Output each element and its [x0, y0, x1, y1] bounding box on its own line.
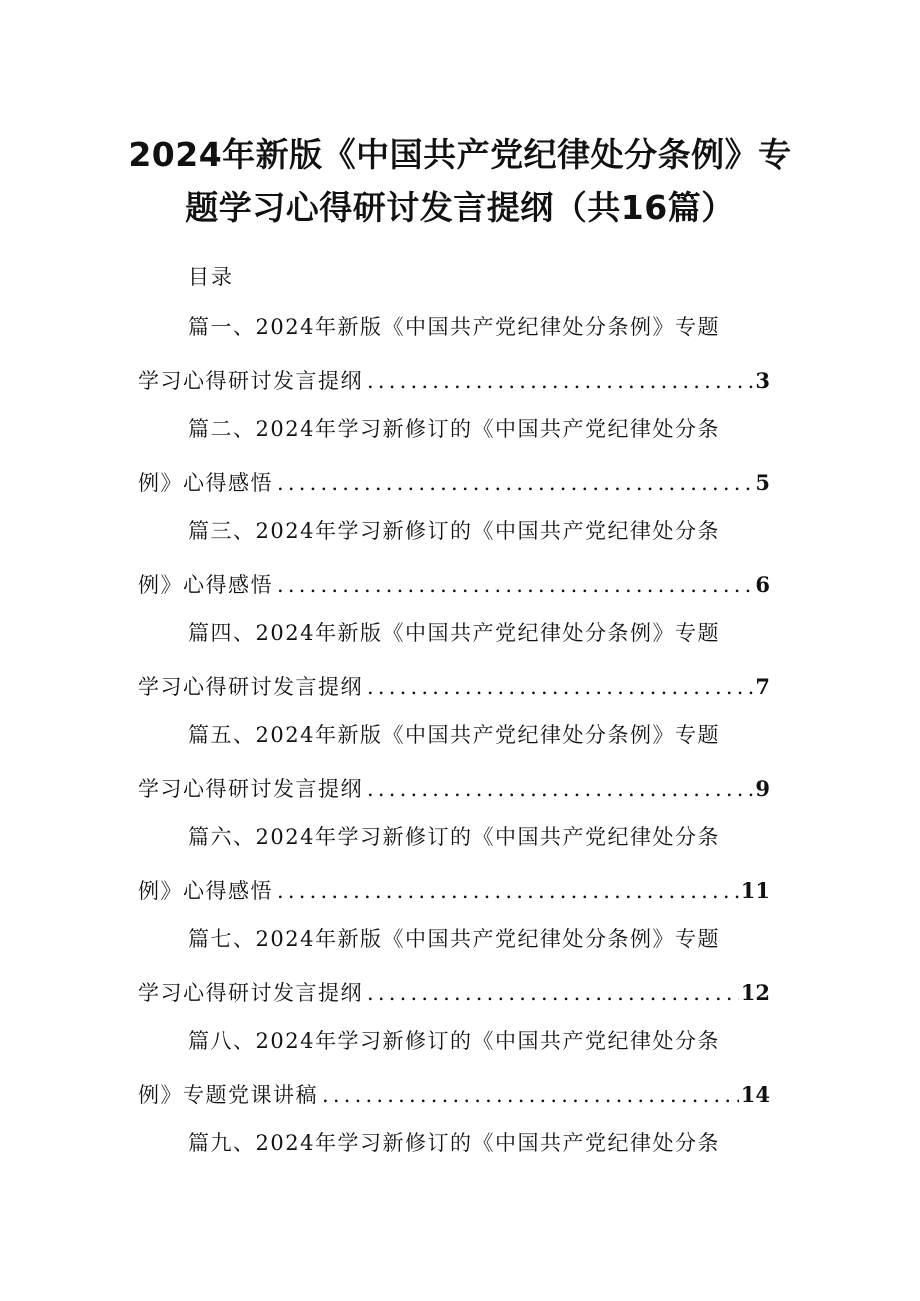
toc-entry-8[interactable]: [138, 1026, 770, 1110]
toc-entry-title: 篇八、2024年学习新修订的《中国共产党纪律处分条: [188, 1029, 720, 1053]
toc-leader-dots: [367, 366, 753, 396]
toc-page-number: 14: [740, 1082, 770, 1107]
toc-entry-line-2: [138, 876, 770, 906]
toc-leader-dots: [277, 570, 753, 600]
toc-page-number: 5: [755, 470, 770, 495]
toc-entry-6[interactable]: [138, 822, 770, 906]
toc-entry-line-2: [138, 774, 770, 804]
toc-entry-line-2: [138, 978, 770, 1008]
toc-entry-title-cont: 例》专题党课讲稿: [138, 1083, 318, 1107]
toc-entry-line-2: [138, 1080, 770, 1110]
toc-entry-title: 篇一、2024年新版《中国共产党纪律处分条例》专题: [188, 315, 720, 339]
toc-page-number: 12: [740, 980, 770, 1005]
document-title-line-2: 题学习心得研讨发言提纲（共16篇）: [185, 188, 735, 227]
document-title: [120, 128, 800, 234]
toc-entry-title: 篇四、2024年新版《中国共产党纪律处分条例》专题: [188, 621, 720, 645]
toc-page-number: 9: [755, 776, 770, 801]
toc-entry-line-2: [138, 672, 770, 702]
toc-entry-title-cont: 例》心得感悟: [138, 471, 273, 495]
toc-entry-title: 篇九、2024年学习新修订的《中国共产党纪律处分条: [188, 1131, 720, 1155]
toc-page-number: 6: [755, 572, 770, 597]
toc-entry-line-2: [138, 570, 770, 600]
toc-entry-title: 篇六、2024年学习新修订的《中国共产党纪律处分条: [188, 825, 720, 849]
toc-entry-title-cont: 学习心得研讨发言提纲: [138, 777, 363, 801]
toc-leader-dots: [322, 1080, 739, 1110]
toc-entry-1[interactable]: [138, 312, 770, 396]
toc-entry-4[interactable]: [138, 618, 770, 702]
toc-entry-line-2: [138, 366, 770, 396]
toc-entry-title: 篇二、2024年学习新修订的《中国共产党纪律处分条: [188, 417, 720, 441]
toc-entry-line-2: [138, 468, 770, 498]
toc-leader-dots: [277, 468, 753, 498]
toc-entry-title: 篇五、2024年新版《中国共产党纪律处分条例》专题: [188, 723, 720, 747]
toc-leader-dots: [367, 978, 739, 1008]
toc-entry-title-cont: 学习心得研讨发言提纲: [138, 981, 363, 1005]
toc-entry-title: 篇七、2024年新版《中国共产党纪律处分条例》专题: [188, 927, 720, 951]
toc-leader-dots: [367, 774, 753, 804]
toc-entry-2[interactable]: [138, 414, 770, 498]
toc-page-number: 11: [740, 878, 770, 903]
toc-page-number: 7: [755, 674, 770, 699]
toc-page-number: 3: [755, 368, 770, 393]
toc-entry-title-cont: 例》心得感悟: [138, 879, 273, 903]
document-title-line-1: 2024年新版《中国共产党纪律处分条例》专: [128, 135, 792, 174]
toc-entry-title-cont: 例》心得感悟: [138, 573, 273, 597]
toc-entry-title-cont: 学习心得研讨发言提纲: [138, 369, 363, 393]
toc-entry-9[interactable]: [138, 1128, 770, 1158]
toc-heading: 目录: [188, 265, 234, 289]
toc-leader-dots: [367, 672, 753, 702]
toc-entry-5[interactable]: [138, 720, 770, 804]
toc-entry-title-cont: 学习心得研讨发言提纲: [138, 675, 363, 699]
toc-leader-dots: [277, 876, 739, 906]
toc-entry-3[interactable]: [138, 516, 770, 600]
toc-entry-title: 篇三、2024年学习新修订的《中国共产党纪律处分条: [188, 519, 720, 543]
toc-entry-7[interactable]: [138, 924, 770, 1008]
